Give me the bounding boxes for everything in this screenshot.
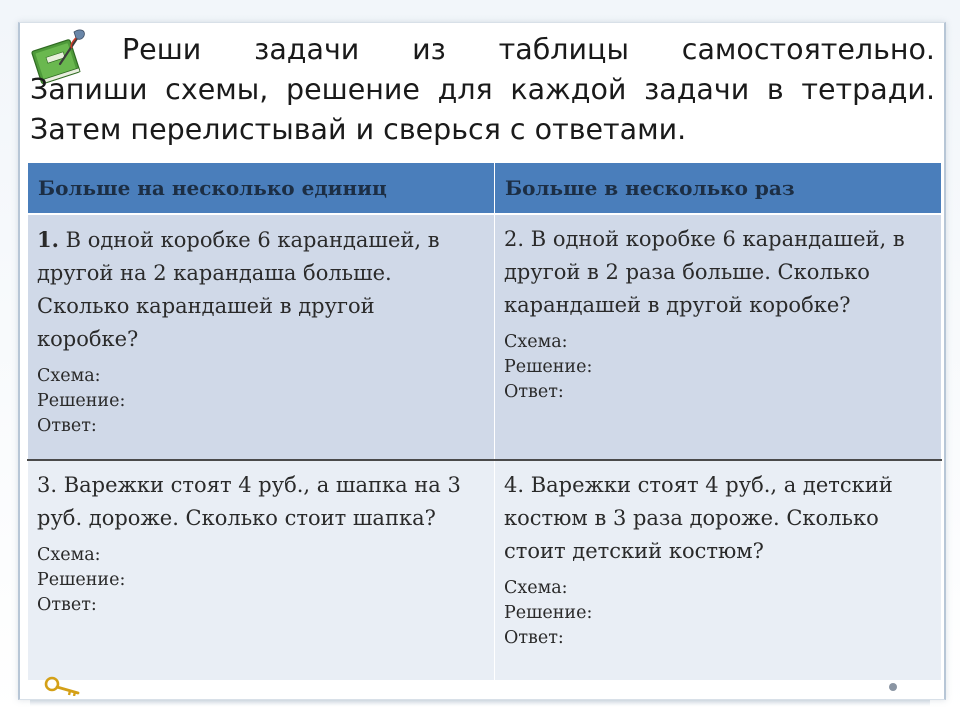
task-4-solution-label: Решение: bbox=[504, 603, 593, 623]
task-4-body: Варежки стоят 4 руб., а детский костюм в 3 раза дороже. Сколько стоит детский костюм? bbox=[504, 473, 893, 563]
task-1-answer-label: Ответ: bbox=[37, 416, 97, 436]
task-4-fields bbox=[504, 576, 929, 651]
task-4-answer-label: Ответ: bbox=[504, 628, 564, 648]
task-2-solution-label: Решение: bbox=[504, 357, 593, 377]
table-row bbox=[28, 460, 942, 681]
task-1-scheme-label: Схема: bbox=[37, 366, 101, 386]
task-3-text bbox=[37, 469, 482, 535]
task-4-scheme-label: Схема: bbox=[504, 578, 568, 598]
task-2-number: 2. bbox=[504, 227, 525, 251]
task-1-solution-label: Решение: bbox=[37, 391, 126, 411]
task-2-answer-label: Ответ: bbox=[504, 382, 564, 402]
task-cell-3 bbox=[28, 460, 495, 681]
frame-shadow bbox=[30, 700, 930, 706]
task-4-number: 4. bbox=[504, 473, 525, 497]
header-more-by-times: Больше в несколько раз bbox=[495, 163, 942, 215]
task-2-fields bbox=[504, 330, 929, 405]
task-1-fields bbox=[37, 364, 482, 439]
task-3-solution-label: Решение: bbox=[37, 570, 126, 590]
task-cell-2 bbox=[495, 214, 942, 460]
task-2-scheme-label: Схема: bbox=[504, 332, 568, 352]
task-3-fields bbox=[37, 543, 482, 618]
task-2-body: В одной коробке 6 карандашей, в другой в 2 раза больше. Сколько карандашей в другой коробке? bbox=[504, 227, 905, 317]
key-icon[interactable] bbox=[44, 676, 82, 696]
task-3-number: 3. bbox=[37, 473, 58, 497]
header-more-by-units: Больше на несколько единиц bbox=[28, 163, 495, 215]
task-1-text bbox=[37, 223, 482, 356]
task-cell-1 bbox=[28, 214, 495, 460]
table-header-row bbox=[28, 163, 942, 215]
instruction-text bbox=[30, 30, 935, 150]
task-1-body: В одной коробке 6 карандашей, в другой на 2 карандаша больше. Сколько карандашей в другой коробке? bbox=[37, 228, 440, 351]
instruction-line-2: Запиши схемы, решение для каждой задачи в тетради. bbox=[30, 73, 935, 106]
task-3-scheme-label: Схема: bbox=[37, 545, 101, 565]
task-4-text bbox=[504, 469, 929, 568]
instruction-line-3: Затем перелистывай и сверься с ответами. bbox=[30, 113, 687, 146]
task-cell-4 bbox=[495, 460, 942, 681]
table-row bbox=[28, 214, 942, 460]
instruction-line-1: Реши задачи из таблицы самостоятельно. bbox=[122, 33, 935, 66]
task-3-body: Варежки стоят 4 руб., а шапка на 3 руб. дороже. Сколько стоит шапка? bbox=[37, 473, 461, 530]
dot-indicator-icon bbox=[889, 683, 897, 691]
task-1-number: 1. bbox=[37, 227, 59, 252]
task-table bbox=[27, 162, 942, 681]
task-2-text bbox=[504, 223, 929, 322]
task-3-answer-label: Ответ: bbox=[37, 595, 97, 615]
